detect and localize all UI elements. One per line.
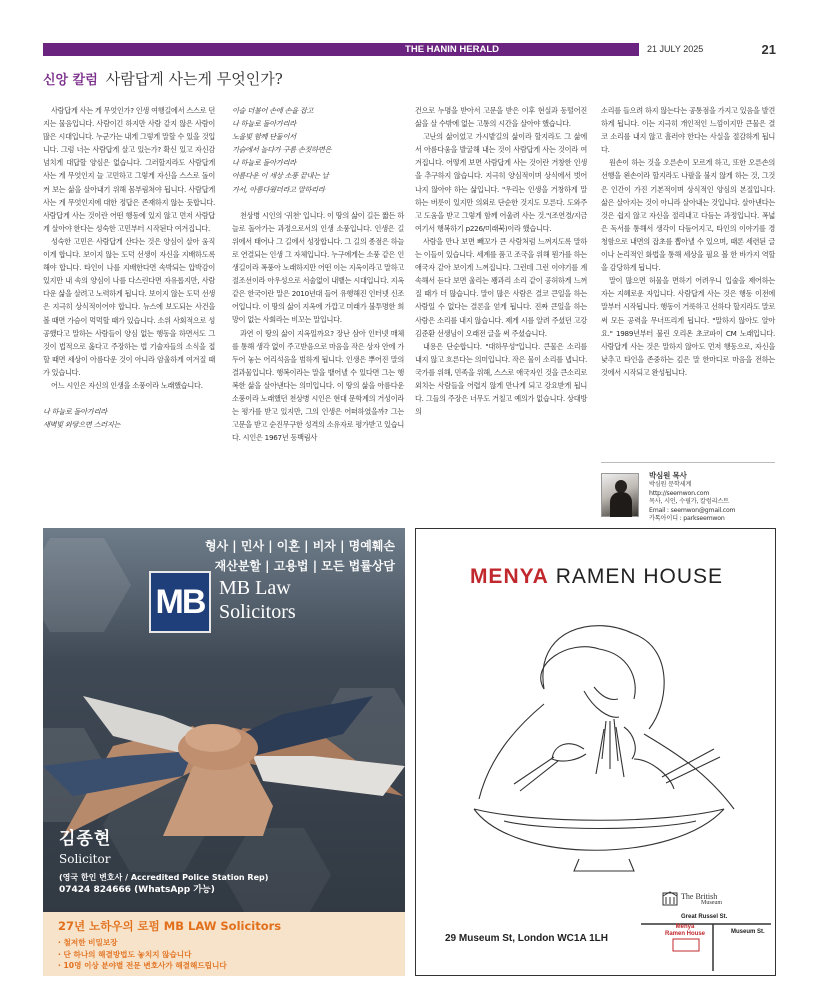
restaurant-address: 29 Museum St, London WC1A 1LH [445, 933, 608, 944]
logo-text: MB Law [219, 577, 291, 599]
poem-line: 나 하늘로 돌아가리라 [43, 407, 107, 417]
law-firm-ad [43, 528, 405, 976]
ramen-restaurant-ad [415, 528, 776, 976]
paragraph: 천상병 시인의 '귀천' 입니다. 이 땅의 삶이 길든 짧든 하늘로 돌아가는 과정으로서의 인생 소풍입니다. 인생은 길 위에서 태어나 그 길에서 성장합니다. 그 길의 종점은 하늘로 연결되는 인생 그 자체입니다. 누구에게는 소풍 같은 인생길이라 폭풍아 노래하지만 어떤 이는 지옥이라고 말하고 절조선이라 아우성으로 서술없이 내뱉는 시대입니다. 지옥 같은 한국이란 말은 2010년대 들어 유행해진 인터넷 신조어입니다. 이 땅의 삶이 지옥에 가깝고 미래가 불투명한 희망이 없는 사회라는 비꼬는 말입니다. [232, 210, 404, 325]
phone-number[interactable]: 07424 824666 (WhatsApp 가능) [59, 885, 215, 895]
article-column-1 [43, 104, 215, 514]
paragraph: 내용은 단순합니다. "대하무성"입니다. 큰물은 소리를 내지 않고 흐른다는 의미입니다. 작은 물이 소리를 냅니다. 국가를 위해, 민족을 위해, 스스로 애국자인 것을 큰소리로 외치는 사람들을 어렵지 않게 만나게 되고 강요받게 됩니다. 그들의 주장은 너무도 거칠고 예의가 없습니다. 상대방의 [415, 341, 587, 417]
author-email-link[interactable]: Email : seemwon@gmail.com [649, 506, 736, 514]
firm-logo [149, 571, 325, 633]
poem-line: 기슭에서 놀다가 구름 손짓하면은 [232, 145, 332, 155]
restaurant-map-label [665, 924, 705, 938]
hexagon-decoration [23, 538, 131, 632]
brand-accent: MENYA [469, 565, 549, 588]
lawyer-name: 김종현 [59, 829, 112, 849]
author-info [649, 471, 735, 524]
poem-line: 가서, 아름다웠더라고 말하리라 [232, 184, 325, 194]
museum-label-2: Museum [701, 900, 722, 906]
restaurant-brand [416, 564, 777, 590]
page-number: 21 [761, 42, 776, 57]
author-line: 박심원 문학세계 [649, 481, 692, 488]
article-column-2 [232, 104, 404, 514]
poem-line: 나 하늘로 돌아가리라 [232, 119, 296, 129]
bullet-item: · 철저한 비밀보장 [58, 938, 118, 947]
ad-bullets [58, 937, 227, 972]
poem-line: 노을빛 함께 단둘이서 [232, 132, 296, 142]
author-website-link[interactable]: http://seemwon.com [649, 489, 710, 497]
poem-line: 아름다운 이 세상 소풍 끝내는 날 [232, 171, 329, 181]
page-header [43, 43, 776, 56]
article-column-3 [415, 104, 587, 514]
paragraph: 성숙한 고민은 사람답게 산다는 것은 양심이 살아 움직이게 합니다. 보이지 않는 도덕 선생이 자신을 지배하도록 해야 합니다. 타인이 나를 지배한다면 속박되는 압박감이 있지만 내 속의 양심이 나를 다스린다면 자유롭지만, 사람다운 삶을 살려고 노력하게 됩니다. 보이지 않는 도덕 선생은 지극히 상식적이어야 합니다. 뉴스에 보도되는 사건을 볼 때면 가슴이 먹먹할 때가 있습니다. 소위 사회적으로 성공했다고 말하는 사람들이 양심 없는 행동을 하면서도 그것이 법적으로 옳다고 주장하는 법 기술자들의 소식을 접할 때면 세상이 아름다운 것이 아니라 암울하게 여겨질 때가 있습니다. [43, 236, 215, 377]
author-photo [601, 473, 639, 517]
paragraph: 소리를 들으려 하지 않는다는 공통점을 가지고 있음을 발견하게 됩니다. 이는 지극히 개인적인 느낌이지만 큰물은 결코 소리를 내지 않고 흘러야 한다는 사실을 절감하게 됩니다. [601, 106, 775, 155]
bullet-item: · 10명 이상 분야별 전문 변호사가 해결해드립니다 [58, 961, 227, 971]
author-line: 목사, 시인, 수필가, 칼럼리스트 [649, 498, 729, 506]
article-column-4 [601, 104, 775, 523]
author-box [601, 462, 775, 522]
logo-mark: MB [149, 571, 211, 633]
ad-highlight-strip [43, 912, 405, 976]
paragraph: 사람을 만나 보면 빼꼬가 큰 사람처럼 느껴지도록 말하는 이들이 있습니다. 세계를 품고 조국을 위해 뭔가를 하는 애국자 같아 보이게 느껴집니다. 그런데 그런 이야기를 계속해서 듣다 보면 울리는 꽹과리 소리 같이 공허하게 느껴질 때가 더 많습니다. 말이 많은 사람은 결코 큰일을 하는 사람일 수 없다는 결론을 얻게 됩니다. 진짜 큰일을 하는 사람은 소리를 내지 않습니다. 제게 시를 알려 주셨던 고강 김준환 선생님이 오래전 글을 써 주셨습니다. [415, 236, 587, 338]
stacked-hands-image [43, 656, 405, 836]
lawyer-credential: (영국 한인 변호사 / Accredited Police Station Rep) [59, 873, 269, 882]
paragraph: 사람답게 사는 게 무엇인가? 인생 여행길에서 스스로 던지는 물음입니다. 사람이긴 하지만 사람 같지 않은 사람이 많은 시대입니다. 누군가는 내게 그렇게 말할 수 있을 것입니다. 그럼 너는 사람답게 살고 있는가? 확신 있고 자신감 넘치게 대답할 양심은 없습니다. 그러할지라도 사람답게 사는 게 무엇인지 늘 고민하고 그렇게 자신을 스스로 돌이켜 보는 삶을 살아내기 위해 몸부림쳐야 됩니다. 사람답게 사는 게 무엇인지에 대한 정답은 존재하지 않는 듯합니다. 사람답게 사는 것이란 어떤 행동에 있지 않고 먼저 사람답게 살아야 한다는 성숙한 고민부터 시작된다 여겨집니다. [43, 106, 215, 233]
brand-rest: RAMEN HOUSE [548, 565, 724, 588]
paragraph: 건으로 누명을 받아서 고문을 받은 이후 현실과 동떨어진 삶을 살 수밖에 없는 고통의 시간을 살아야 했습니다. [415, 106, 587, 129]
paragraph: 말이 많으면 허물을 면하기 어려우니 입술을 제어하는 자는 지혜로운 자입니다. 사람답게 사는 것은 행동 이전에 말부터 시작됩니다. 행동이 거룩하고 선하다 할지라도 말로써 모든 공력을 무너뜨리게 됩니다. "말하지 않아도 알아요." 1989년부터 불린 오리온 초코파이 CM 노래입니다. 사람답게 사는 것은 말하지 않아도 먼저 행동으로, 자신을 낮추고 타인을 존중하는 깊은 말 한마디로 마음을 전하는 것에서 시작되고 완성됩니다. [601, 276, 775, 377]
map-label-line: Ramen House [665, 931, 706, 937]
paragraph: 고난의 삶이었고 가시밭길의 삶이라 할지라도 그 삶에서 아름다움을 발굴해 내는 것이 사람답게 사는 것이라 여겨집니다. 어떻게 보면 사람답게 사는 것이란 거창한 인생을 추구하지 않습니다. 지극히 양심적이며 상식에서 벗어나지 않아야 하는 삶입니다. "우리는 인생을 거창하게 말하는 버릇이 있지만 의외로 단순한 것지도 모른다. 도와주고 도움을 받고 그렇게 함께 어울려 사는 것."(조연경/지금 여기서 행복하기 p226/미래북)이라 했습니다. [415, 132, 587, 233]
author-line: 카톡아이디 : parkseemwon [649, 515, 725, 523]
paragraph: 어느 시인은 자신의 인생을 소풍이라 노래했습니다. [51, 380, 203, 390]
publication-name: THE HANIN HERALD [405, 44, 499, 55]
article-heading [43, 68, 283, 92]
map-label-line: Menya [675, 924, 695, 930]
paragraph: 과연 이 땅의 삶이 지옥일까요? 장난 삼아 인터넷 매체를 통해 생각 없이 주고받음으로 마음을 작은 상자 안에 가두어 놓는 어리석음을 범하게 됩니다. 인생은 뿌어진 말의 결과물입니다. 행복이라는 말을 뱉어낼 수 있다면 그는 행복한 삶을 살아낸다는 의미입니다. 이 땅의 삶을 아름다운 소풍이라 노래했던 천상병 시인은 현대 문학계의 거성이라는 평가를 받고 있지만, 그의 인생은 어떠하였을까? 그는 고문을 받고 순진무구한 성격의 소유자로 평가받고 있습니다. 시인은 1967년 동백림사 [232, 328, 404, 443]
location-map [641, 887, 771, 971]
ad-headline: 27년 노하우의 로펌 MB LAW Solicitors [58, 919, 282, 933]
services-line: 재산분할 | 고용법 | 모든 법률상담 [214, 559, 395, 573]
issue-date: 21 JULY 2025 [647, 44, 704, 54]
bullet-item: · 단 하나의 해결방법도 놓치지 않습니다 [58, 949, 192, 959]
author-name: 박심원 목사 [649, 471, 687, 480]
practice-areas [205, 536, 395, 576]
street-label: Museum St. [731, 929, 765, 935]
man-eating-ramen-illustration [434, 609, 754, 899]
street-label: Great Russel St. [681, 914, 728, 920]
lawyer-role: Solicitor [59, 852, 111, 866]
paragraph: 원손이 하는 것을 오른손이 모르게 하고, 또한 오른손의 선행을 왼손이라 할지라도 나팔을 불지 않게 하는 것, 그것은 인간이 가진 기본적이며 상식적인 양심의 본질입니다. 삶은 살아지는 것이 아니라 살아내는 것입니다. 살아낸다는 것은 쉽지 않고 자신을 절리내고 다듬는 과정입니다. 폭넓은 독서를 통해서 생각이 다듬어지고, 타인의 이야기를 경청함으로 내면의 잡초를 뽑아낼 수 있으며, 때론 세련된 글이나 논리적인 화법을 통해 세상을 필요 볼 한 바가지 역할을 감당하게 됩니다. [601, 158, 775, 273]
article-category: 신앙 칼럼 [43, 73, 98, 88]
article-title: 사람답게 사는게 무엇인가? [105, 70, 283, 88]
poem-line: 새벽빛 와닿으면 스러지는 [43, 420, 121, 430]
poem-line: 나 하늘로 돌아가리라 [232, 158, 296, 168]
poem-line: 이슬 더불어 손에 손을 잡고 [232, 106, 314, 115]
services-line: 형사 | 민사 | 이혼 | 비자 | 명예훼손 [204, 539, 395, 553]
museum-label: The British [681, 892, 718, 901]
logo-text: Solicitors [219, 601, 296, 623]
